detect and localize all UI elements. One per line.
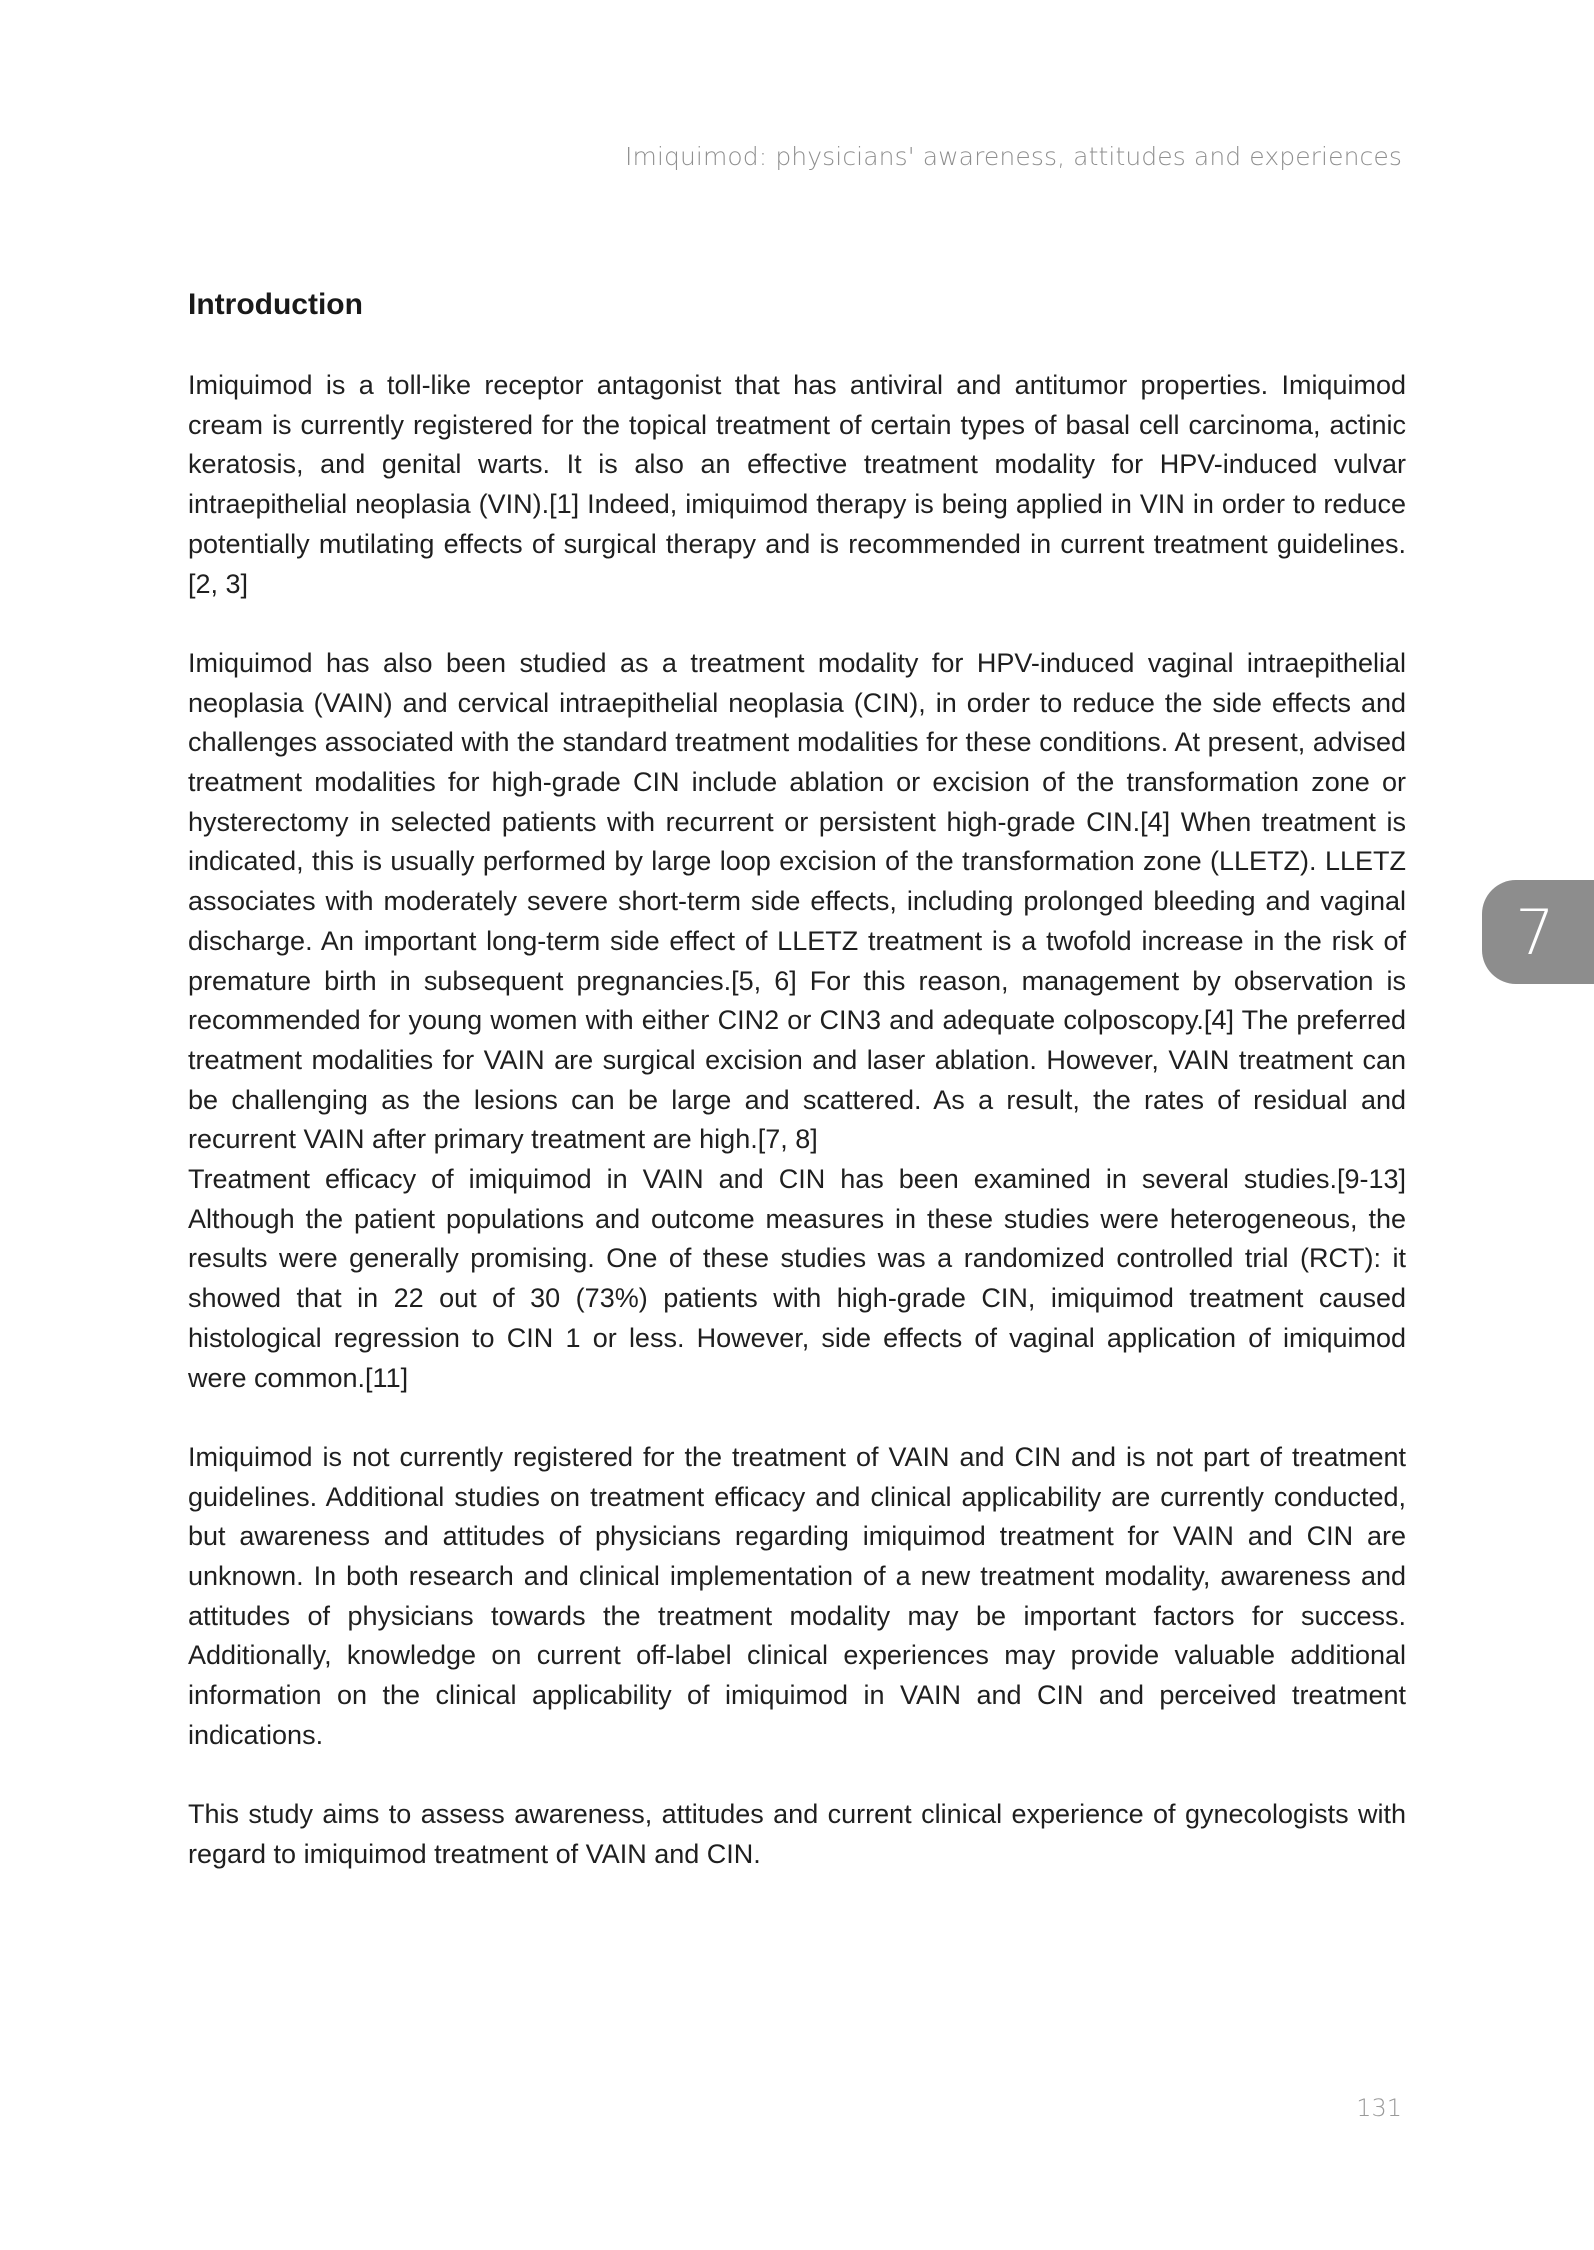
paragraph-1: Imiquimod is a toll-like receptor antagonist that has antiviral and antitumor properties. Imiquimod cream is currently registered for the topical treatment of certain types of basal cell carcinoma, actinic keratosis, and genital warts. It is also an effective treatment modality for HPV-induced vulvar intraepithelial neoplasia (VIN).[1] Indeed, imiquimod therapy is being applied in VIN in order to reduce potentially mutilating effects of surgical therapy and is recommended in current treatment guidelines.[2, 3] bbox=[188, 370, 1406, 599]
chapter-number: 7 bbox=[1515, 895, 1555, 969]
paragraph-2: Imiquimod has also been studied as a treatment modality for HPV-induced vaginal intraepithelial neoplasia (VAIN) and cervical intraepithelial neoplasia (CIN), in order to reduce the side effects and challenges associated with the standard treatment modalities for these conditions. At present, advised treatment modalities for high-grade CIN include ablation or excision of the transformation zone or hysterectomy in selected patients with recurrent or persistent high-grade CIN.[4] When treatment is indicated, this is usually performed by large loop excision of the transformation zone (LLETZ). LLETZ associates with moderately severe short-term side effects, including prolonged bleeding and vaginal discharge. An important long-term side effect of LLETZ treatment is a twofold increase in the risk of premature birth in subsequent pregnancies.[5, 6] For this reason, management by observation is recommended for young women with either CIN2 or CIN3 and adequate colposcopy.[4] The preferred treatment modalities for VAIN are surgical excision and laser ablation. However, VAIN treatment can be challenging as the lesions can be large and scattered. As a result, the rates of residual and recurrent VAIN after primary treatment are high.[7, 8] bbox=[188, 647, 1406, 1155]
chapter-tab bbox=[1482, 880, 1594, 984]
running-header: Imiquimod: physicians' awareness, attitudes and experiences bbox=[625, 142, 1402, 171]
paragraph-4: Imiquimod is not currently registered for the treatment of VAIN and CIN and is not part of treatment guidelines. Additional studies on treatment efficacy and clinical applicability are currently conducted, but awareness and attitudes of physicians regarding imiquimod treatment for VAIN and CIN are unknown. In both research and clinical implementation of a new treatment modality, awareness and attitudes of physicians towards the treatment modality may be important factors for success. Additionally, knowledge on current off-label clinical experiences may provide valuable additional information on the clinical applicability of imiquimod in VAIN and CIN and perceived treatment indications. bbox=[188, 1441, 1406, 1750]
section-heading: Introduction bbox=[188, 288, 363, 321]
paragraph-3: Treatment efficacy of imiquimod in VAIN and CIN has been examined in several studies.[9-13] Although the patient populations and outcome measures in these studies were heterogeneous, the results were generally promising. One of these studies was a randomized controlled trial (RCT): it showed that in 22 out of 30 (73%) patients with high-grade CIN, imiquimod treatment caused histological regression to CIN 1 or less. However, side effects of vaginal application of imiquimod were common.[11] bbox=[188, 1164, 1406, 1393]
body-text bbox=[188, 366, 1406, 1875]
paragraph-5: This study aims to assess awareness, attitudes and current clinical experience of gynecologists with regard to imiquimod treatment of VAIN and CIN. bbox=[188, 1799, 1406, 1869]
page-number: 131 bbox=[1356, 2094, 1402, 2122]
